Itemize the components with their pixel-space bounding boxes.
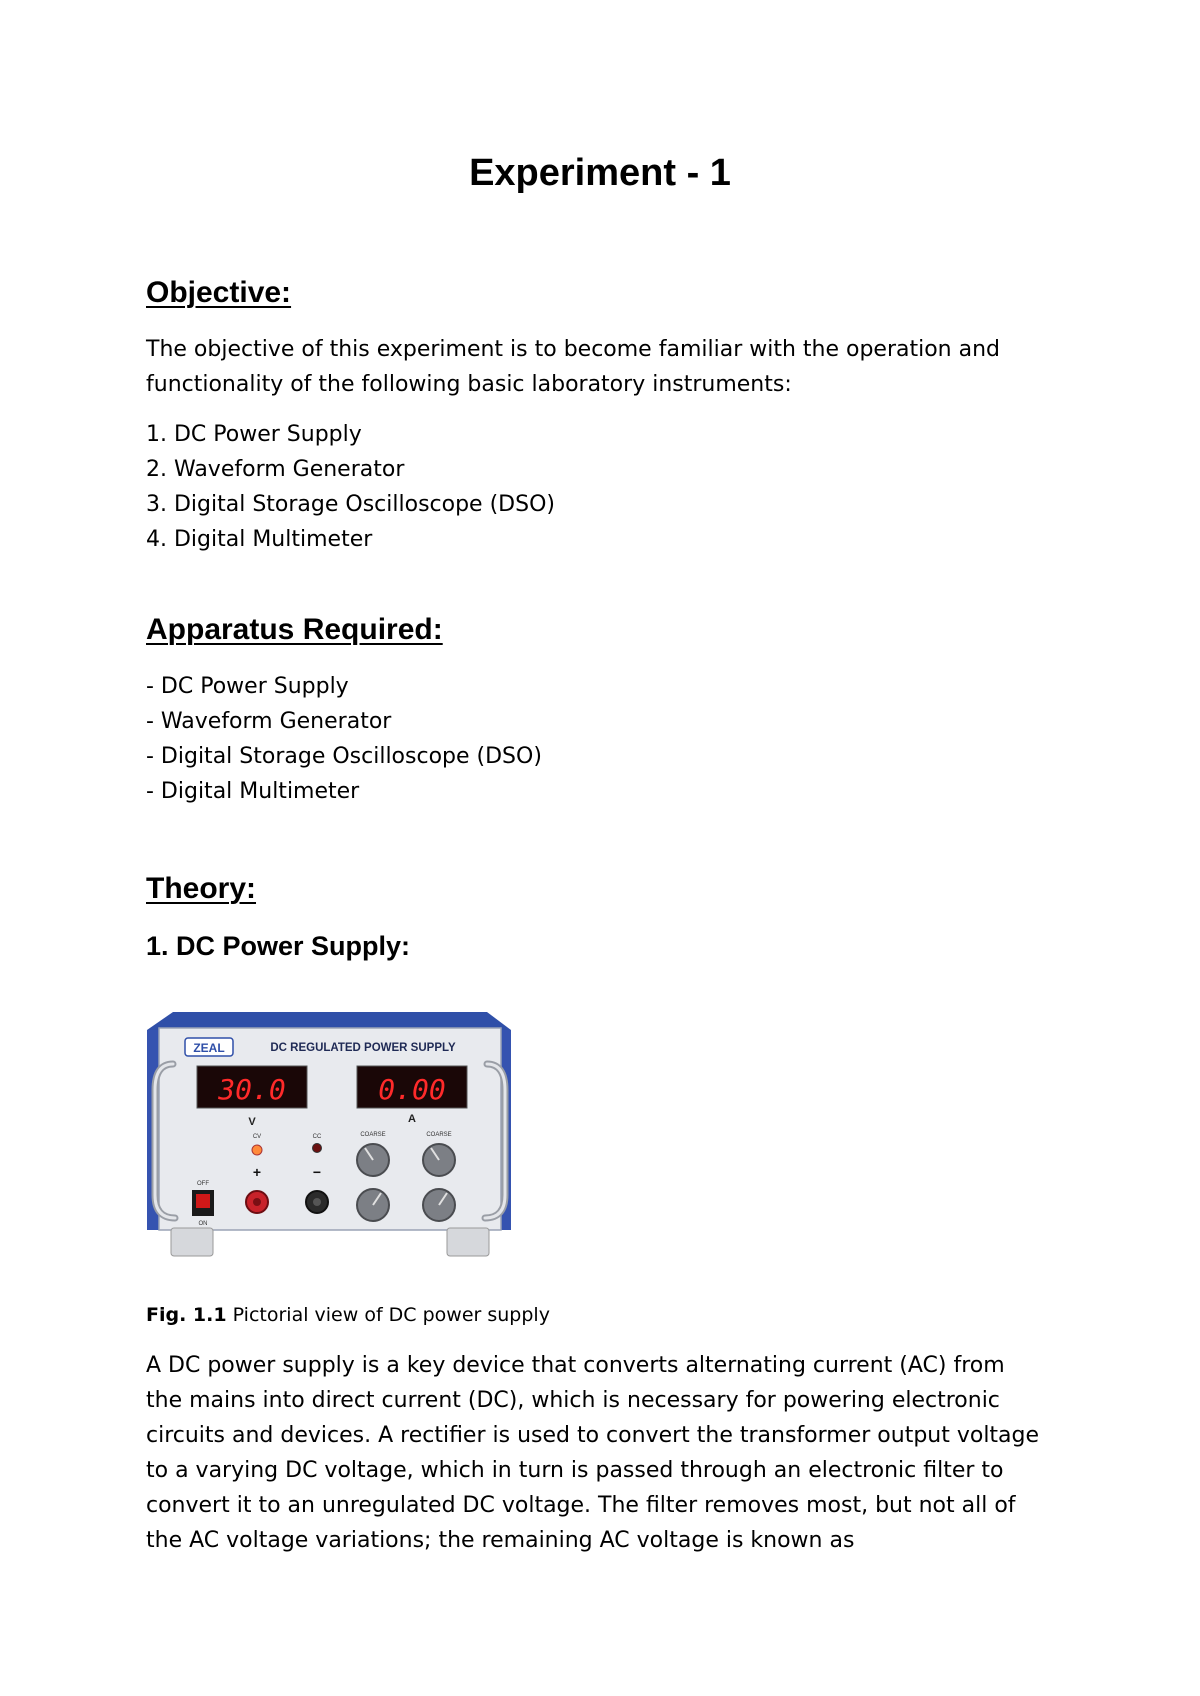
- brand-text: ZEAL: [193, 1041, 225, 1055]
- cv-label: CV: [252, 1134, 262, 1140]
- apparatus-heading: Apparatus Required:: [146, 613, 443, 646]
- negative-terminal-hole: [313, 1198, 321, 1206]
- list-item: 1. DC Power Supply: [146, 422, 362, 447]
- positive-terminal-hole: [253, 1198, 261, 1206]
- list-item: - Waveform Generator: [146, 709, 392, 734]
- list-item: 4. Digital Multimeter: [146, 527, 373, 552]
- coarse-label-voltage: COARSE: [360, 1132, 386, 1138]
- current-unit-label: A: [408, 1113, 416, 1125]
- current-reading: 0.00: [378, 1073, 446, 1106]
- cc-indicator-led: [313, 1144, 322, 1153]
- on-label: ON: [198, 1221, 208, 1227]
- figure-caption-text: Pictorial view of DC power supply: [226, 1304, 550, 1326]
- figure-number: Fig. 1.1: [146, 1304, 227, 1326]
- power-switch-rocker: [196, 1194, 210, 1208]
- coarse-label-current: COARSE: [426, 1132, 452, 1138]
- foot-left: [171, 1228, 213, 1256]
- off-label: OFF: [197, 1181, 209, 1187]
- apparatus-list: [146, 669, 542, 809]
- panel-title: DC REGULATED POWER SUPPLY: [270, 1042, 456, 1054]
- power-supply-illustration: [145, 1010, 515, 1258]
- list-item: - Digital Storage Oscilloscope (DSO): [146, 744, 542, 769]
- voltage-reading: 30.0: [218, 1073, 286, 1106]
- dc-power-supply-paragraph: A DC power supply is a key device that converts alternating current (AC) from the mains into direct current (DC), which is necessary for powering electronic circuits and devices. A rectifier is used to convert the transformer output voltage to a varying DC voltage, which in turn is passed through an electronic filter to convert it to an unregulated DC voltage. The filter removes most, but not all of the AC voltage variations; the remaining AC voltage is known as: [146, 1353, 1040, 1553]
- list-item: - DC Power Supply: [146, 674, 349, 699]
- page-title: Experiment - 1: [469, 152, 731, 194]
- objective-paragraph: The objective of this experiment is to become familiar with the operation and functionality of the following basic laboratory instruments:: [146, 337, 1001, 397]
- cv-indicator-led: [252, 1145, 262, 1155]
- list-item: - Digital Multimeter: [146, 779, 360, 804]
- minus-terminal-label: −: [312, 1164, 322, 1180]
- dc-power-supply-subheading: 1. DC Power Supply:: [146, 931, 411, 961]
- objective-heading: Objective:: [146, 276, 292, 309]
- figure-caption: [146, 1304, 550, 1326]
- list-item: 2. Waveform Generator: [146, 457, 405, 482]
- dc-power-supply-figure: [145, 1010, 515, 1258]
- plus-terminal-label: +: [252, 1164, 262, 1180]
- foot-right: [447, 1228, 489, 1256]
- theory-heading: Theory:: [146, 872, 257, 905]
- cc-label: CC: [312, 1134, 322, 1140]
- voltage-unit-label: V: [248, 1116, 256, 1128]
- objective-list: [146, 417, 555, 557]
- list-item: 3. Digital Storage Oscilloscope (DSO): [146, 492, 555, 517]
